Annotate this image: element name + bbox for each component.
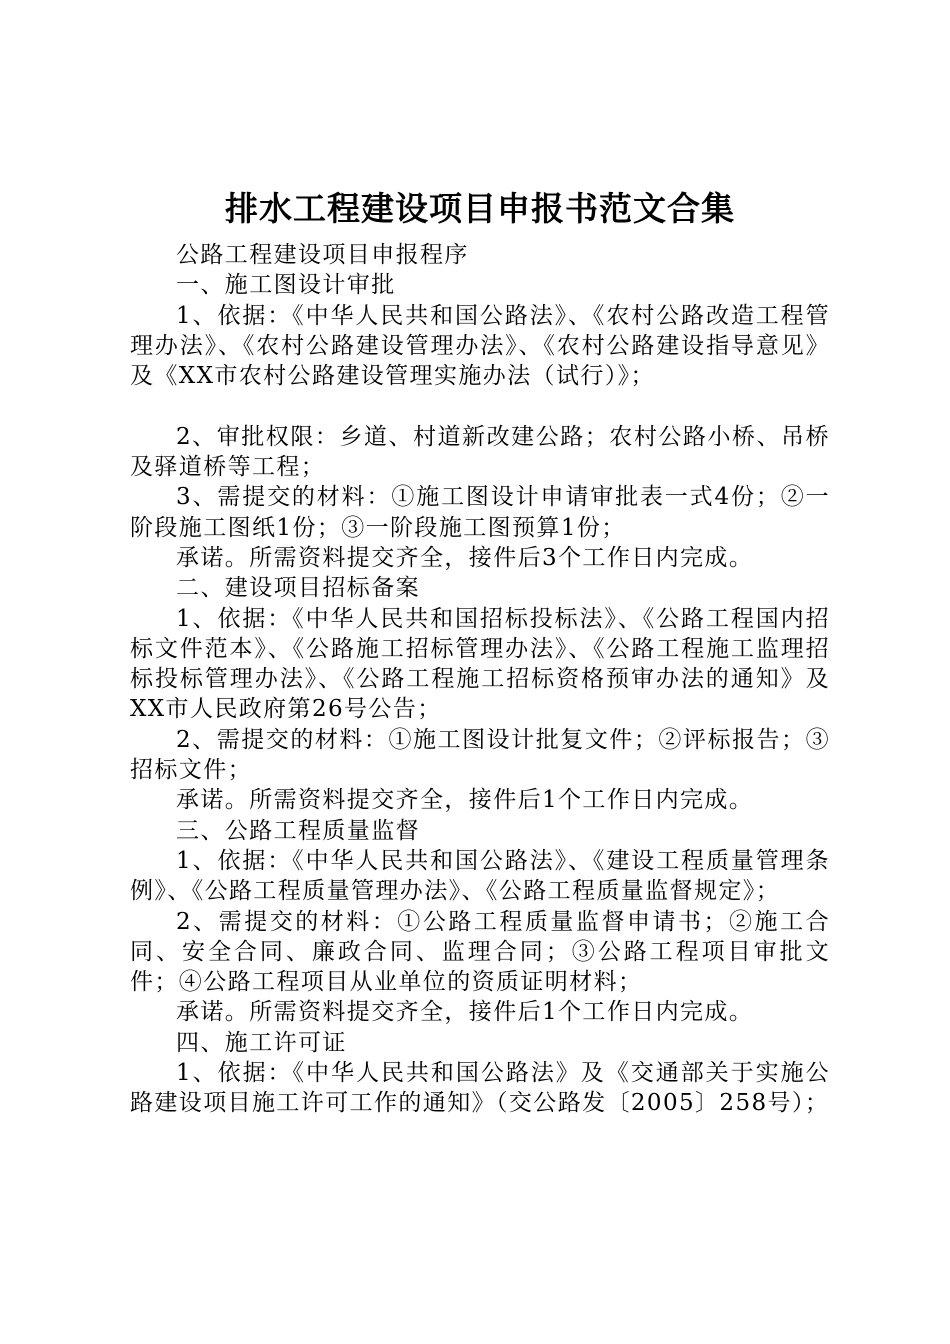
paragraph: 1、依据：《中华人民共和国公路法》、《建设工程质量管理条例》、《公路工程质量管理办法》、《公路工程质量监督规定》； (130, 847, 830, 905)
section-heading-3: 三、公路工程质量监督 (176, 817, 420, 844)
paragraph: 3、需提交的材料：①施工图设计申请审批表一式4份；②一阶段施工图纸1份；③一阶段施工图预算1份； (130, 484, 830, 541)
paragraph: 2、审批权限：乡道、村道新改建公路；农村公路小桥、吊桥及驿道桥等工程； (130, 423, 830, 481)
document-title: 排水工程建设项目申报书范文合集 (225, 189, 735, 228)
paragraph: 2、需提交的材料：①公路工程质量监督申请书；②施工合同、安全合同、廉政合同、监理合同；③公路工程项目审批文件；④公路工程项目从业单位的资质证明材料； (130, 908, 830, 996)
paragraph: 1、依据：《中华人民共和国招标投标法》、《公路工程国内招标文件范本》、《公路施工招标管理办法》、《公路工程施工监理招标投标管理办法》、《公路工程施工招标资格预审办法的通知》及XX市人民政府第26号公告； (130, 605, 830, 723)
document-body (130, 240, 830, 1119)
paragraph: 承诺。所需资料提交齐全，接件后1个工作日内完成。 (176, 787, 754, 814)
paragraph: 承诺。所需资料提交齐全，接件后3个工作日内完成。 (176, 544, 754, 571)
section-heading-1: 一、施工图设计审批 (176, 272, 396, 299)
paragraph: 1、依据：《中华人民共和国公路法》、《农村公路改造工程管理办法》、《农村公路建设管理办法》、《农村公路建设指导意见》及《XX市农村公路建设管理实施办法（试行）》； (130, 302, 830, 390)
paragraph: 1、依据：《中华人民共和国公路法》及《交通部关于实施公路建设项目施工许可工作的通知》（交公路发〔2005〕258号）； (130, 1060, 830, 1117)
blank-line (130, 391, 830, 421)
section-intro: 公路工程建设项目申报程序 (176, 242, 469, 268)
section-heading-4: 四、施工许可证 (176, 1029, 347, 1056)
section-heading-2: 二、建设项目招标备案 (176, 575, 420, 602)
paragraph: 2、需提交的材料：①施工图设计批复文件；②评标报告；③招标文件； (130, 726, 830, 784)
paragraph: 承诺。所需资料提交齐全，接件后1个工作日内完成。 (176, 999, 754, 1026)
document-page (130, 178, 830, 1119)
